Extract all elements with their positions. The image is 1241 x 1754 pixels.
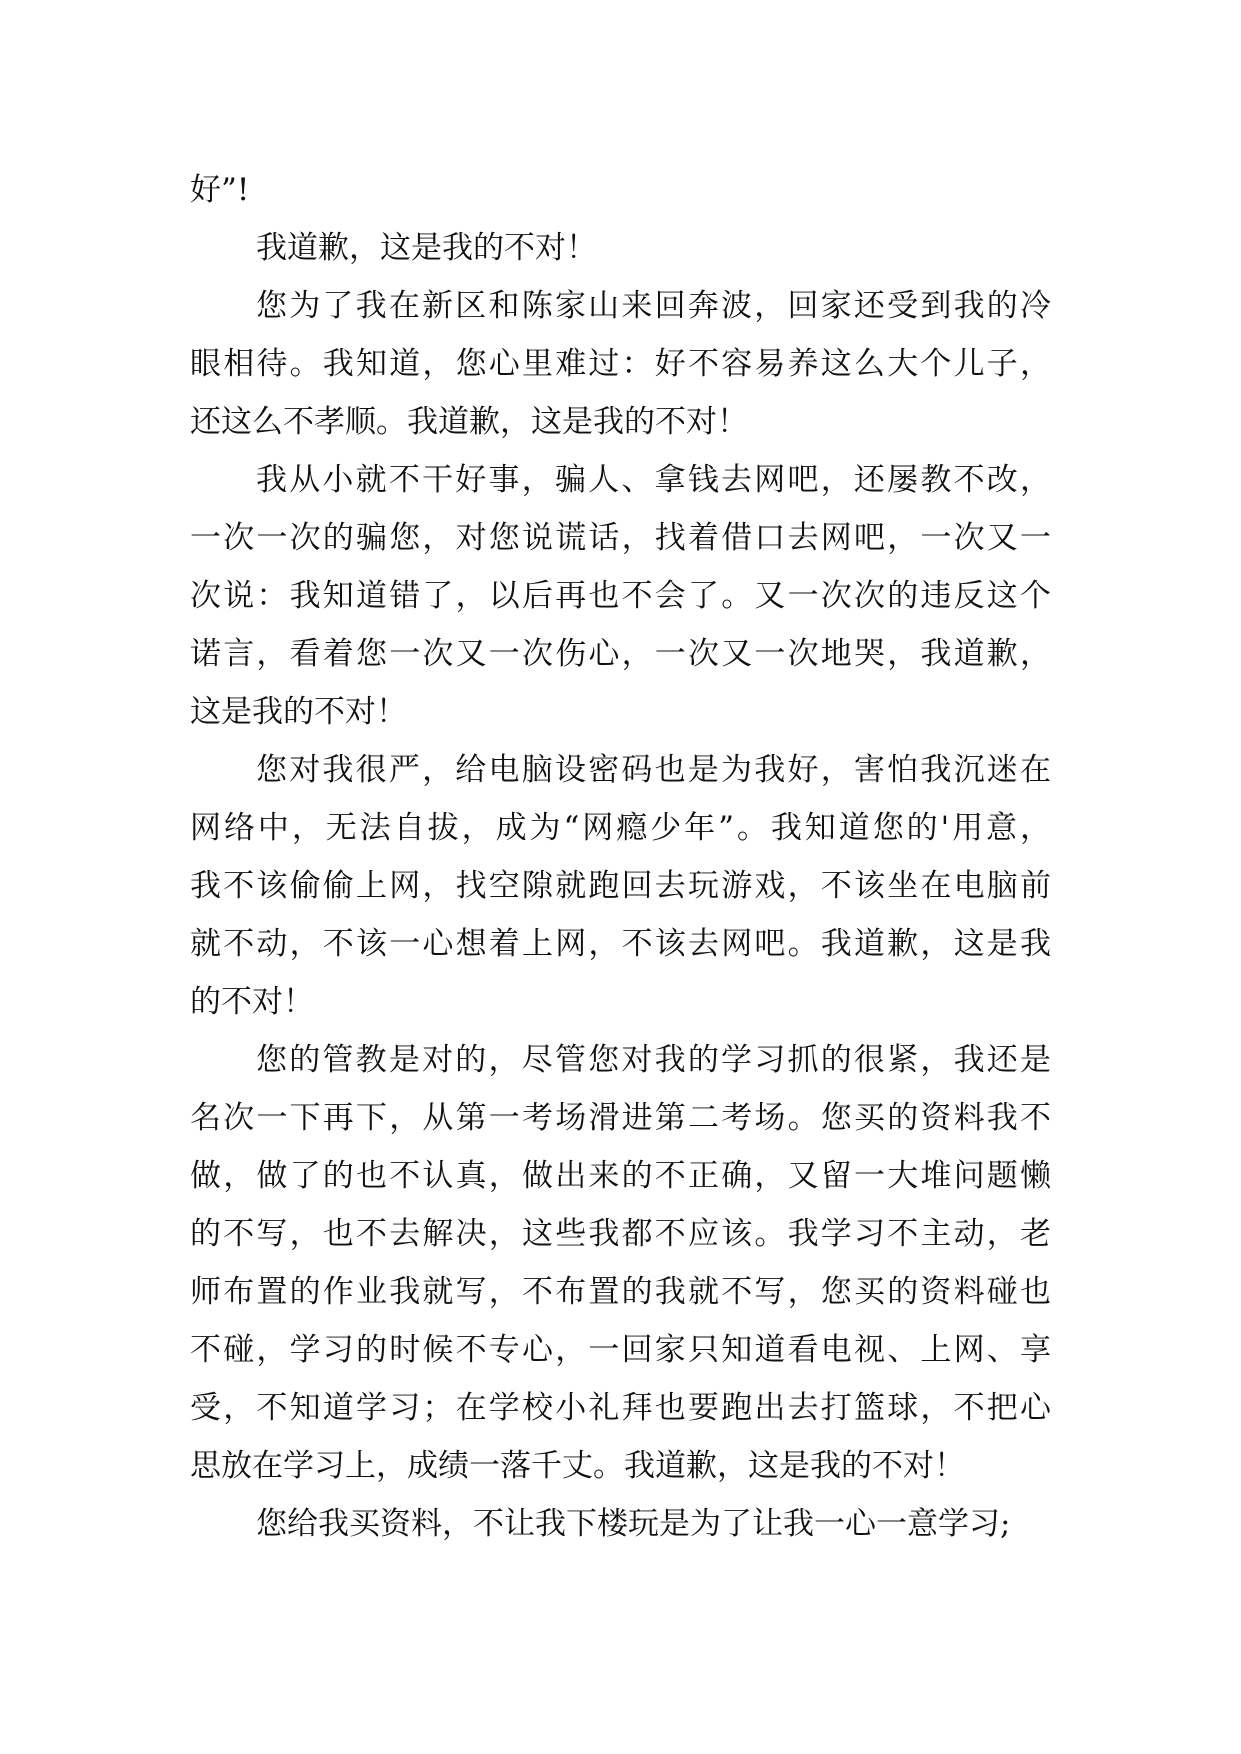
text-line: 您给我买资料，不让我下楼玩是为了让我一心一意学习; (256, 1506, 1011, 1542)
text-line: 我不该偷偷上网，找空隙就跑回去玩游戏，不该坐在电脑前 (190, 868, 1051, 904)
paragraph-4 (190, 451, 1051, 741)
text-line: 网络中，无法自拔，成为“网瘾少年”。我知道您的'用意， (190, 810, 1051, 846)
text-line: 师布置的作业我就写，不布置的我就不写，您买的资料碰也 (190, 1274, 1051, 1310)
text-line: 就不动，不该一心想着上网，不该去网吧。我道歉，这是我 (190, 926, 1051, 962)
text-line: 思放在学习上，成绩一落千丈。我道歉，这是我的不对！ (190, 1448, 965, 1484)
document-page (190, 161, 1051, 1553)
text-line: 您对我很严，给电脑设密码也是为我好，害怕我沉迷在 (256, 752, 1051, 788)
text-line: 好”! (190, 172, 250, 208)
text-line: 诺言，看着您一次又一次伤心，一次又一次地哭，我道歉， (190, 636, 1051, 672)
paragraph-6 (190, 1031, 1051, 1495)
text-line: 我道歉，这是我的不对！ (256, 230, 597, 266)
paragraph-1 (190, 161, 1051, 219)
text-line: 做，做了的也不认真，做出来的不正确，又留一大堆问题懒 (190, 1158, 1051, 1194)
text-line: 次说：我知道错了，以后再也不会了。又一次次的违反这个 (190, 578, 1051, 614)
text-line: 的不对！ (190, 984, 314, 1020)
paragraph-5 (190, 741, 1051, 1031)
paragraph-7 (190, 1495, 1051, 1553)
text-line: 不碰，学习的时候不专心，一回家只知道看电视、上网、享 (190, 1332, 1051, 1368)
text-line: 您为了我在新区和陈家山来回奔波，回家还受到我的冷 (256, 288, 1051, 324)
text-line: 名次一下再下，从第一考场滑进第二考场。您买的资料我不 (190, 1100, 1051, 1136)
text-line: 还这么不孝顺。我道歉，这是我的不对！ (190, 404, 748, 440)
text-line: 眼相待。我知道，您心里难过：好不容易养这么大个儿子， (190, 346, 1051, 382)
text-line: 我从小就不干好事，骗人、拿钱去网吧，还屡教不改， (256, 462, 1051, 498)
text-line: 的不写，也不去解决，这些我都不应该。我学习不主动，老 (190, 1216, 1051, 1252)
text-line: 受，不知道学习；在学校小礼拜也要跑出去打篮球，不把心 (190, 1390, 1051, 1426)
paragraph-3 (190, 277, 1051, 451)
text-line: 您的管教是对的，尽管您对我的学习抓的很紧，我还是 (256, 1042, 1051, 1078)
text-line: 这是我的不对！ (190, 694, 407, 730)
paragraph-2 (190, 219, 1051, 277)
text-line: 一次一次的骗您，对您说谎话，找着借口去网吧，一次又一 (190, 520, 1051, 556)
